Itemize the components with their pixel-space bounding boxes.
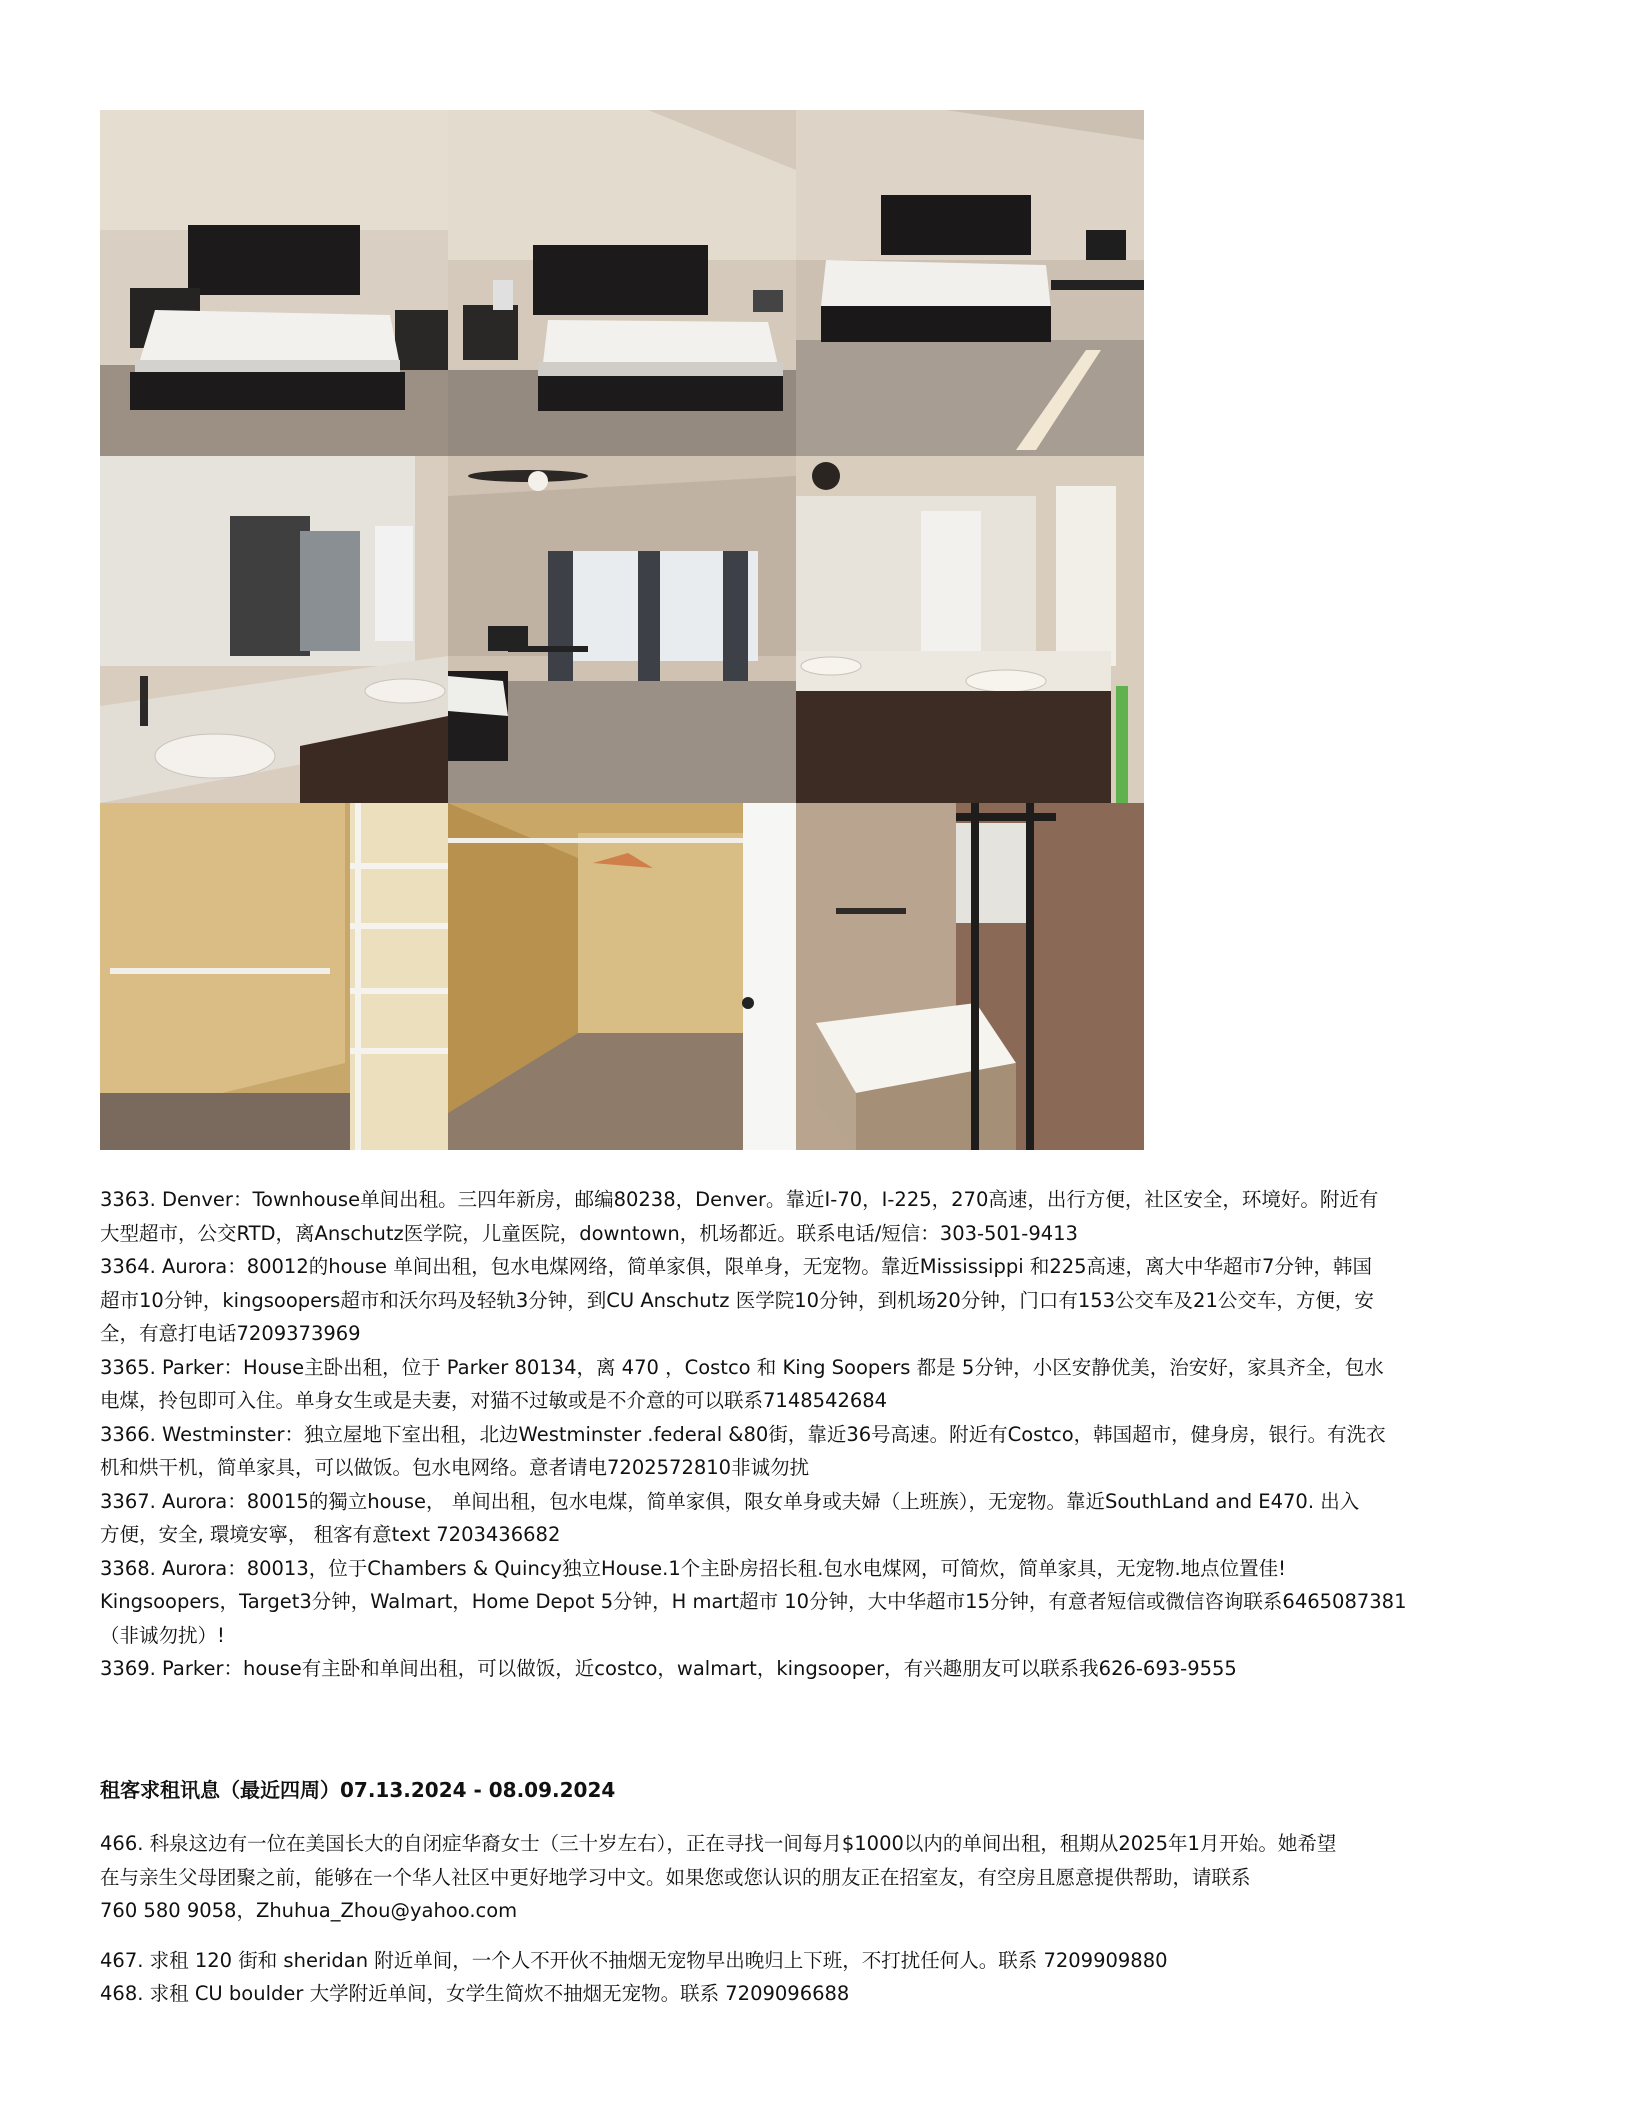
- listing-3366: 3366. Westminster：独立屋地下室出租，北边Westminster .federal &80街，靠近36号高速。附近有Costco，韩国超市，健身房，银行。有洗衣 机和烘干机，简单家具，可以做饭。包水电网络。意者请电7202572810非诚勿扰: [100, 1422, 1386, 1479]
- photo-bedroom-bed-desk: [796, 110, 1144, 456]
- listing-3367: 3367. Aurora：80015的獨立house， 单间出租，包水电煤，简单家俱，限女单身或夫婦（上班族），无宠物。靠近SouthLand and E470. 出入 方便，安全, 環境安寧， 租客有意text 7203436682: [100, 1489, 1360, 1546]
- photo-bathroom-vanity-1: [100, 456, 448, 803]
- requests-section-title: 租客求租讯息（最近四周）07.13.2024 - 08.09.2024: [100, 1778, 616, 1802]
- photo-bathroom-vanity-2: [796, 456, 1144, 803]
- listing-3365: 3365. Parker：House主卧出租，位于 Parker 80134，离 470 ，Costco 和 King Soopers 都是 5分钟，小区安静优美，治安好，家具齐全，包水 电煤，拎包即可入住。单身女生或是夫妻，对猫不过敏或是不介意的可以联系7148542684: [100, 1355, 1384, 1412]
- photo-bathtub: [796, 803, 1144, 1150]
- photo-bedroom-windows: [448, 456, 796, 803]
- listing-3364: 3364. Aurora：80012的house 单间出租，包水电煤网络，简单家俱，限单身，无宠物。靠近Mississippi 和225高速，离大中华超市7分钟，韩国 超市10分钟，kingsoopers超市和沃尔玛及轻轨3分钟，到CU Anschutz 医学院10分钟，到机场20分钟，门口有153公交车及21公交车，方便，安 全，有意打电话7209373969: [100, 1255, 1374, 1345]
- photo-closet-shelves: [100, 803, 448, 1150]
- listing-3369: 3369. Parker：house有主卧和单间出租，可以做饭，近costco，walmart，kingsooper，有兴趣朋友可以联系我626-693-9555: [100, 1657, 1237, 1680]
- listing-3363: 3363. Denver：Townhouse单间出租。三四年新房，邮编80238，Denver。靠近I-70，I-225，270高速，出行方便，社区安全，环境好。附近有 大型超市，公交RTD，离Anschutz医学院，儿童医院，downtown，机场都近。联系电话/短信：303-501-9413: [100, 1188, 1379, 1245]
- photo-grid: [100, 110, 1144, 1150]
- request-467: 467. 求租 120 街和 sheridan 附近单间，一个人不开伙不抽烟无宠物早出晚归上下班，不打扰任何人。联系 7209909880: [100, 1948, 1168, 1972]
- listing-3368: 3368. Aurora：80013，位于Chambers & Quincy独立House.1个主卧房招长租.包水电煤网，可简炊，简单家具，无宠物.地点位置佳! Kingsoopers，Target3分钟，Walmart，Home Depot 5分钟，H mart超市 10分钟，大中华超市15分钟，有意者短信或微信咨询联系6465087381 （非诚勿扰）!: [100, 1556, 1407, 1647]
- requests-list: [100, 1827, 1510, 2011]
- listings: [100, 1183, 1510, 1686]
- request-466: 466. 科泉这边有一位在美国长大的自闭症华裔女士（三十岁左右），正在寻找一间每月$1000以内的单间出租，租期从2025年1月开始。她希望 在与亲生父母团聚之前，能够在一个华人社区中更好地学习中文。如果您或您认识的朋友正在招室友，有空房且愿意提供帮助，请联系 760 580 9058，Zhuhua_Zhou@yahoo.com: [100, 1832, 1337, 1922]
- photo-bedroom-bed-2: [448, 110, 796, 456]
- request-468: 468. 求租 CU boulder 大学附近单间，女学生简炊不抽烟无宠物。联系 7209096688: [100, 1982, 850, 2005]
- photo-closet-door: [448, 803, 796, 1150]
- photo-bedroom-bed-1: [100, 110, 448, 456]
